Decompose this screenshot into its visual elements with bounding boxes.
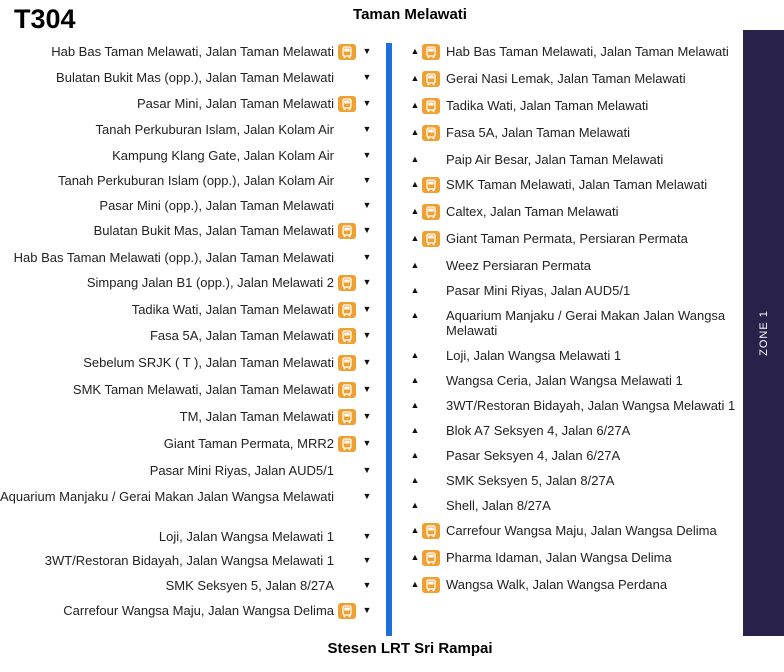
outbound-stop [0,198,372,214]
triangle-up-icon: ▲ [410,400,420,410]
stop-name: Paip Air Besar, Jalan Taman Melawati [446,152,664,167]
inbound-stop [410,308,740,338]
stop-icon-slot [422,204,440,220]
triangle-down-icon: ▼ [362,225,372,235]
triangle-down-icon: ▼ [362,580,372,590]
stop-icon-slot [422,71,440,87]
outbound-stop [0,96,372,112]
stop-name: Fasa 5A, Jalan Taman Melawati [149,328,334,343]
stop-name: Tanah Perkuburan Islam, Jalan Kolam Air [95,122,334,137]
origin-title: Taman Melawati [353,6,467,23]
bus-icon [422,125,440,141]
outbound-stop [0,578,372,594]
inbound-stop [410,125,740,141]
stop-name: Pasar Mini Riyas, Jalan AUD5/1 [149,463,334,478]
stop-name: Caltex, Jalan Taman Melawati [446,204,619,219]
stop-icon-slot [422,473,440,489]
stop-icon-slot [338,382,356,398]
inbound-stop [410,152,740,168]
inbound-stop [410,398,740,414]
stop-name: Giant Taman Permata, Persiaran Permata [446,231,688,246]
stop-icon-slot [338,96,356,112]
stop-name: SMK Seksyen 5, Jalan 8/27A [446,473,615,488]
stop-name: Pharma Idaman, Jalan Wangsa Delima [446,550,672,565]
stop-name: Aquarium Manjaku / Gerai Makan Jalan Wangsa Melawati [446,308,726,338]
triangle-down-icon: ▼ [362,124,372,134]
triangle-down-icon: ▼ [362,175,372,185]
triangle-up-icon: ▲ [410,100,420,110]
stop-icon-slot [338,409,356,425]
bus-icon [338,275,356,291]
zone-bar [743,30,784,636]
stop-name: Simpang Jalan B1 (opp.), Jalan Melawati 2 [86,275,334,290]
triangle-up-icon: ▲ [410,260,420,270]
stop-name: Kampung Klang Gate, Jalan Kolam Air [112,148,334,163]
stop-icon-slot [338,148,356,164]
bus-icon [338,302,356,318]
triangle-down-icon: ▼ [362,555,372,565]
outbound-stop [0,223,372,239]
triangle-down-icon: ▼ [362,531,372,541]
outbound-stop [0,603,372,619]
triangle-up-icon: ▲ [410,46,420,56]
stop-icon-slot [422,348,440,364]
stop-icon-slot [338,70,356,86]
stop-icon-slot [338,302,356,318]
stop-name: SMK Seksyen 5, Jalan 8/27A [165,578,334,593]
bus-icon [422,577,440,593]
stop-name: Loji, Jalan Wangsa Melawati 1 [446,348,622,363]
stop-icon-slot [422,448,440,464]
stop-icon-slot [422,231,440,247]
stop-name: Fasa 5A, Jalan Taman Melawati [446,125,631,140]
outbound-stop [0,275,372,291]
stop-icon-slot [338,489,356,505]
bus-icon [338,409,356,425]
stop-name: Tanah Perkuburan Islam (opp.), Jalan Kolam Air [57,173,334,188]
triangle-down-icon: ▼ [362,150,372,160]
triangle-up-icon: ▲ [410,233,420,243]
stop-name: Wangsa Walk, Jalan Wangsa Perdana [446,577,668,592]
triangle-up-icon: ▲ [410,127,420,137]
triangle-up-icon: ▲ [410,425,420,435]
triangle-up-icon: ▲ [410,285,420,295]
stop-icon-slot [422,258,440,274]
stop-icon-slot [338,173,356,189]
triangle-down-icon: ▼ [362,46,372,56]
destination-title: Stesen LRT Sri Rampai [327,640,493,657]
stop-icon-slot [338,436,356,452]
stop-icon-slot [338,275,356,291]
outbound-stop [0,382,372,398]
stop-icon-slot [422,550,440,566]
triangle-down-icon: ▼ [362,277,372,287]
outbound-stop [0,173,372,189]
inbound-stop [410,71,740,87]
triangle-up-icon: ▲ [410,310,420,320]
stop-name: 3WT/Restoran Bidayah, Jalan Wangsa Melawati 1 [44,553,334,568]
bus-icon [422,523,440,539]
inbound-stop [410,283,740,299]
stop-name: Hab Bas Taman Melawati, Jalan Taman Melawati [446,44,729,59]
stop-icon-slot [422,44,440,60]
stop-icon-slot [338,328,356,344]
triangle-down-icon: ▼ [362,200,372,210]
triangle-down-icon: ▼ [362,491,372,501]
stop-icon-slot [422,498,440,514]
triangle-down-icon: ▼ [362,357,372,367]
outbound-stop [0,250,372,266]
inbound-stop [410,258,740,274]
stop-icon-slot [338,355,356,371]
stop-icon-slot [422,283,440,299]
stop-name: Carrefour Wangsa Maju, Jalan Wangsa Delima [63,603,334,618]
stop-name: Carrefour Wangsa Maju, Jalan Wangsa Delima [446,523,717,538]
triangle-down-icon: ▼ [362,384,372,394]
inbound-stop [410,423,740,439]
stop-icon-slot [422,125,440,141]
triangle-up-icon: ▲ [410,179,420,189]
triangle-down-icon: ▼ [362,465,372,475]
stop-name: Hab Bas Taman Melawati (opp.), Jalan Taman Melawati [13,250,334,265]
stop-name: Pasar Mini, Jalan Taman Melawati [136,96,334,111]
stop-name: Aquarium Manjaku / Gerai Makan Jalan Wangsa Melawati [0,489,334,504]
stop-name: Tadika Wati, Jalan Taman Melawati [131,302,334,317]
stop-name: Wangsa Ceria, Jalan Wangsa Melawati 1 [446,373,683,388]
stop-name: Giant Taman Permata, MRR2 [163,436,334,451]
triangle-up-icon: ▲ [410,375,420,385]
stop-name: Blok A7 Seksyen 4, Jalan 6/27A [446,423,631,438]
stop-name: Shell, Jalan 8/27A [446,498,551,513]
bus-icon [338,223,356,239]
bus-icon [422,204,440,220]
stop-icon-slot [338,250,356,266]
triangle-up-icon: ▲ [410,552,420,562]
inbound-stop [410,448,740,464]
stop-icon-slot [422,398,440,414]
stop-name: Weez Persiaran Permata [446,258,591,273]
inbound-stop [410,373,740,389]
inbound-stop [410,498,740,514]
inbound-stop [410,231,740,247]
triangle-up-icon: ▲ [410,350,420,360]
stop-icon-slot [422,577,440,593]
outbound-stop [0,302,372,318]
bus-icon [338,44,356,60]
bus-icon [338,436,356,452]
stop-name: Loji, Jalan Wangsa Melawati 1 [158,529,334,544]
stop-icon-slot [338,463,356,479]
triangle-up-icon: ▲ [410,154,420,164]
triangle-up-icon: ▲ [410,73,420,83]
stop-icon-slot [338,578,356,594]
bus-icon [422,71,440,87]
triangle-down-icon: ▼ [362,72,372,82]
zone-label: ZONE 1 [757,310,770,356]
triangle-down-icon: ▼ [362,411,372,421]
inbound-stop [410,550,740,566]
triangle-down-icon: ▼ [362,605,372,615]
stop-name: TM, Jalan Taman Melawati [179,409,334,424]
triangle-up-icon: ▲ [410,450,420,460]
outbound-stop [0,328,372,344]
stop-icon-slot [338,122,356,138]
triangle-up-icon: ▲ [410,475,420,485]
stop-icon-slot [338,529,356,545]
stop-icon-slot [338,553,356,569]
outbound-stop [0,44,372,60]
stop-icon-slot [422,308,440,324]
triangle-down-icon: ▼ [362,252,372,262]
stop-name: Pasar Seksyen 4, Jalan 6/27A [446,448,621,463]
bus-icon [338,328,356,344]
stop-icon-slot [422,152,440,168]
triangle-up-icon: ▲ [410,525,420,535]
stop-name: Bulatan Bukit Mas (opp.), Jalan Taman Melawati [56,70,334,85]
bus-icon [422,44,440,60]
stop-name: Bulatan Bukit Mas, Jalan Taman Melawati [93,223,334,238]
triangle-down-icon: ▼ [362,438,372,448]
stop-icon-slot [338,603,356,619]
triangle-down-icon: ▼ [362,304,372,314]
triangle-up-icon: ▲ [410,500,420,510]
triangle-up-icon: ▲ [410,206,420,216]
outbound-stop [0,409,372,425]
inbound-stop [410,348,740,364]
inbound-stop [410,577,740,593]
stop-name: Sebelum SRJK ( T ), Jalan Taman Melawati [83,355,334,370]
inbound-stop [410,44,740,60]
stop-name: Pasar Mini (opp.), Jalan Taman Melawati [99,198,334,213]
bus-icon [338,603,356,619]
stop-name: Pasar Mini Riyas, Jalan AUD5/1 [446,283,631,298]
stop-icon-slot [338,44,356,60]
inbound-stop [410,204,740,220]
bus-icon [422,98,440,114]
inbound-stop [410,177,740,193]
stop-name: 3WT/Restoran Bidayah, Jalan Wangsa Melawati 1 [446,398,736,413]
stop-name: Gerai Nasi Lemak, Jalan Taman Melawati [446,71,686,86]
bus-icon [422,177,440,193]
outbound-stop [0,463,372,479]
stop-icon-slot [422,523,440,539]
outbound-stop [0,436,372,452]
stop-name: Tadika Wati, Jalan Taman Melawati [446,98,649,113]
outbound-stop [0,529,372,545]
stop-name: Hab Bas Taman Melawati, Jalan Taman Melawati [51,44,334,59]
bus-icon [338,355,356,371]
outbound-stop [0,122,372,138]
bus-icon [338,382,356,398]
triangle-up-icon: ▲ [410,579,420,589]
outbound-stop [0,70,372,86]
outbound-stop [0,148,372,164]
outbound-stop [0,553,372,569]
bus-icon [338,96,356,112]
stop-icon-slot [338,198,356,214]
stop-icon-slot [422,177,440,193]
stop-icon-slot [338,223,356,239]
stop-icon-slot [422,98,440,114]
stop-icon-slot [422,423,440,439]
bus-icon [422,550,440,566]
triangle-down-icon: ▼ [362,330,372,340]
bus-icon [422,231,440,247]
inbound-stop [410,473,740,489]
outbound-stop [0,355,372,371]
inbound-stop [410,523,740,539]
triangle-down-icon: ▼ [362,98,372,108]
stop-name: SMK Taman Melawati, Jalan Taman Melawati [72,382,334,397]
inbound-stop [410,98,740,114]
route-line [386,43,392,636]
stop-name: SMK Taman Melawati, Jalan Taman Melawati [446,177,708,192]
stop-icon-slot [422,373,440,389]
route-code: T304 [14,4,76,34]
outbound-stop [0,489,372,505]
